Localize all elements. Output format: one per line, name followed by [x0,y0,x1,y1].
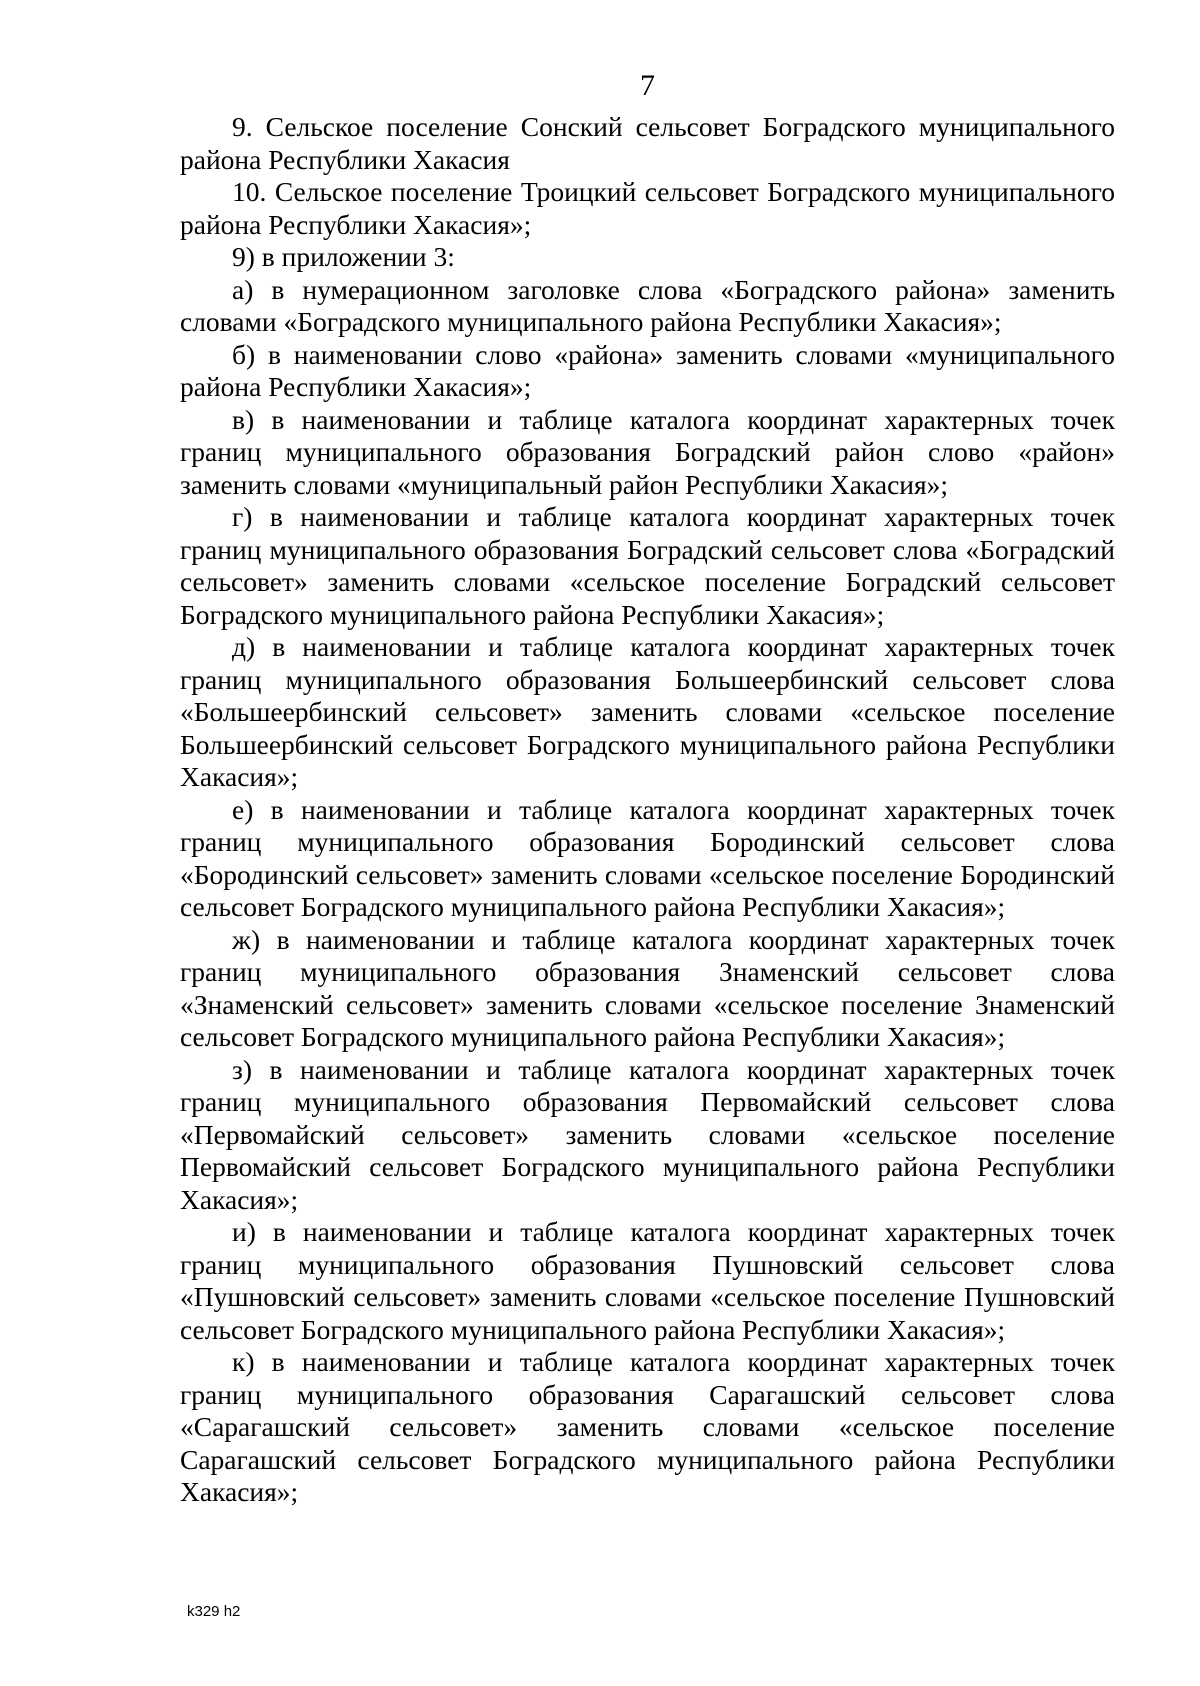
paragraph-k: к) в наименовании и таблице каталога координат характерных точек границ муниципального образования Сарагашский сельсовет слова «Сарагашский сельсовет» заменить словами «сельское поселение Сарагашский сельсовет Боградского муниципального района Республики Хакасия»; [180,1346,1115,1507]
paragraph-a: а) в нумерационном заголовке слова «Боградского района» заменить словами «Боградского муниципального района Республики Хакасия»; [180,273,1115,337]
paragraph-z: з) в наименовании и таблице каталога координат характерных точек границ муниципального образования Первомайский сельсовет слова «Первомайский сельсовет» заменить словами «сельское поселение Первомайский сельсовет Боградского муниципального района Республики Хакасия»; [180,1053,1115,1215]
paragraph-e: е) в наименовании и таблице каталога координат характерных точек границ муниципального образования Бородинский сельсовет слова «Бородинский сельсовет» заменить словами «сельское поселение Бородинский сельсовет Боградского муниципального района Республики Хакасия»; [180,793,1115,922]
paragraph-9-sonsky: 9. Сельское поселение Сонский сельсовет Боградского муниципального района Республики Хакасия [180,111,1115,175]
paragraph-10-troitsky: 10. Сельское поселение Троицкий сельсовет Боградского муниципального района Республики Хакасия»; [180,176,1115,240]
page-number: 7 [640,69,655,102]
paragraph-i: и) в наименовании и таблице каталога координат характерных точек границ муниципального образования Пушновский сельсовет слова «Пушновский сельсовет» заменить словами «сельское поселение Пушновский сельсовет Боградского муниципального района Республики Хакасия»; [180,1216,1115,1345]
document-body [180,111,1115,1509]
paragraph-b: б) в наименовании слово «района» заменить словами «муниципального района Республики Хакасия»; [180,338,1115,402]
paragraph-g: г) в наименовании и таблице каталога координат характерных точек границ муниципального образования Боградский сельсовет слова «Боградский сельсовет» заменить словами «сельское поселение Боградский сельсовет Боградского муниципального района Республики Хакасия»; [180,501,1115,630]
document-code: k329 h2 [187,1603,241,1620]
paragraph-zh: ж) в наименовании и таблице каталога координат характерных точек границ муниципального образования Знаменский сельсовет слова «Знаменский сельсовет» заменить словами «сельское поселение Знаменский сельсовет Боградского муниципального района Республики Хакасия»; [180,923,1115,1052]
paragraph-d: д) в наименовании и таблице каталога координат характерных точек границ муниципального образования Большеербинский сельсовет слова «Большеербинский сельсовет» заменить словами «сельское поселение Большеербинский сельсовет Боградского муниципального района Республики Хакасия»; [180,631,1115,792]
paragraph-v: в) в наименовании и таблице каталога координат характерных точек границ муниципального образования Боградский район слово «район» заменить словами «муниципальный район Республики Хакасия»; [180,403,1115,500]
paragraph-appendix-3: 9) в приложении 3: [232,241,455,272]
